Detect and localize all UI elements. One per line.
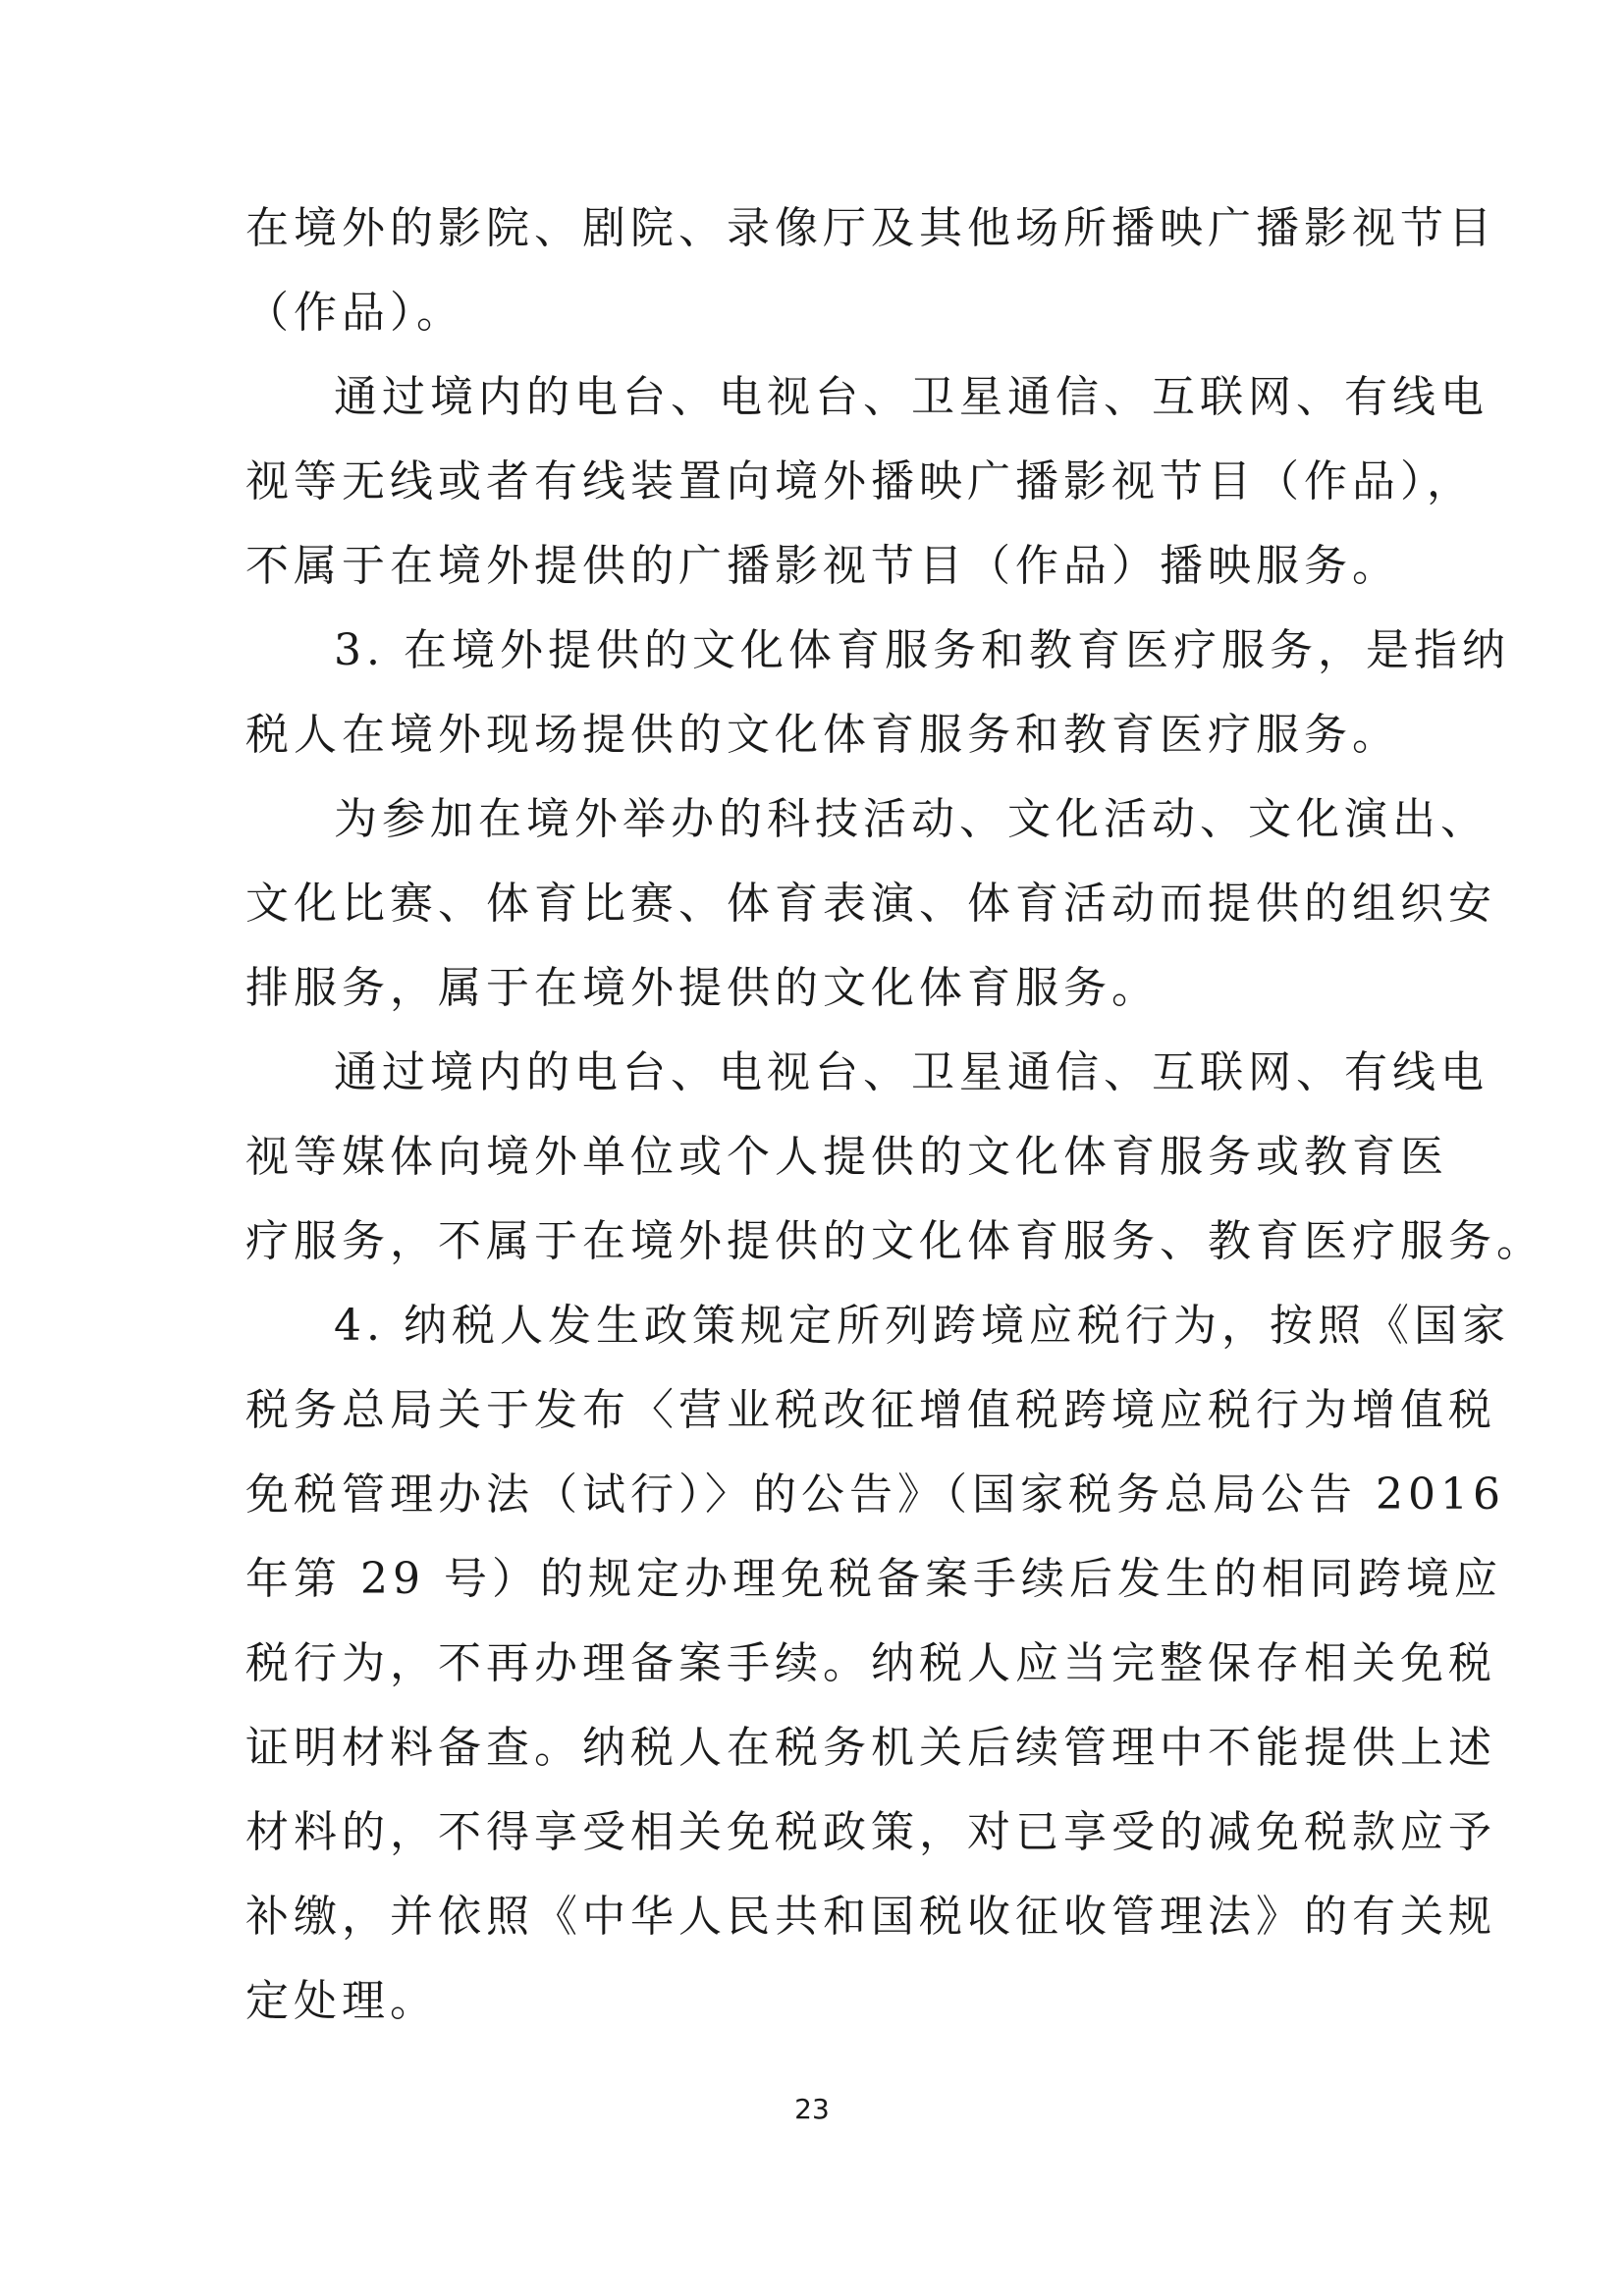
paragraph-start-line: 为参加在境外举办的科技活动、文化活动、文化演出、 bbox=[334, 794, 1489, 844]
paragraph-start-line: 通过境内的电台、电视台、卫星通信、互联网、有线电 bbox=[334, 1047, 1489, 1097]
text-line: 材料的，不得享受相关免税政策，对已享受的减免税款应予 bbox=[245, 1807, 1496, 1857]
text-line: 税人在境外现场提供的文化体育服务和教育医疗服务。 bbox=[245, 710, 1400, 760]
text-line: 证明材料备查。纳税人在税务机关后续管理中不能提供上述 bbox=[245, 1723, 1496, 1773]
text-line: 视等媒体向境外单位或个人提供的文化体育服务或教育医 bbox=[245, 1132, 1448, 1182]
text-line: （作品）。 bbox=[245, 288, 464, 338]
text-line: 免税管理办法（试行）〉的公告》（国家税务总局公告 2016 bbox=[245, 1469, 1505, 1520]
text-line: 视等无线或者有线装置向境外播映广播影视节目（作品）， bbox=[245, 456, 1475, 507]
paragraph-start-line: 3. 在境外提供的文化体育服务和教育医疗服务，是指纳 bbox=[334, 625, 1510, 675]
text-line: 排服务，属于在境外提供的文化体育服务。 bbox=[245, 963, 1160, 1013]
page-number: 23 bbox=[794, 2093, 830, 2125]
document-body bbox=[245, 187, 1544, 2044]
text-line: 年第 29 号）的规定办理免税备案手续后发生的相同跨境应 bbox=[245, 1554, 1502, 1604]
paragraph-start-line: 4. 纳税人发生政策规定所列跨境应税行为，按照《国家 bbox=[334, 1301, 1510, 1351]
text-line: 在境外的影院、剧院、录像厅及其他场所播映广播影视节目 bbox=[245, 203, 1496, 253]
text-line: 税务总局关于发布〈营业税改征增值税跨境应税行为增值税 bbox=[245, 1385, 1496, 1435]
text-line: 定处理。 bbox=[245, 1976, 438, 2026]
text-line: 补缴，并依照《中华人民共和国税收征收管理法》的有关规 bbox=[245, 1892, 1496, 1942]
paragraph-start-line: 通过境内的电台、电视台、卫星通信、互联网、有线电 bbox=[334, 372, 1489, 422]
text-line: 不属于在境外提供的广播影视节目（作品）播映服务。 bbox=[245, 541, 1400, 591]
text-line: 疗服务，不属于在境外提供的文化体育服务、教育医疗服务。 bbox=[245, 1216, 1544, 1266]
text-line: 文化比赛、体育比赛、体育表演、体育活动而提供的组织安 bbox=[245, 879, 1496, 929]
text-line: 税行为，不再办理备案手续。纳税人应当完整保存相关免税 bbox=[245, 1638, 1496, 1688]
